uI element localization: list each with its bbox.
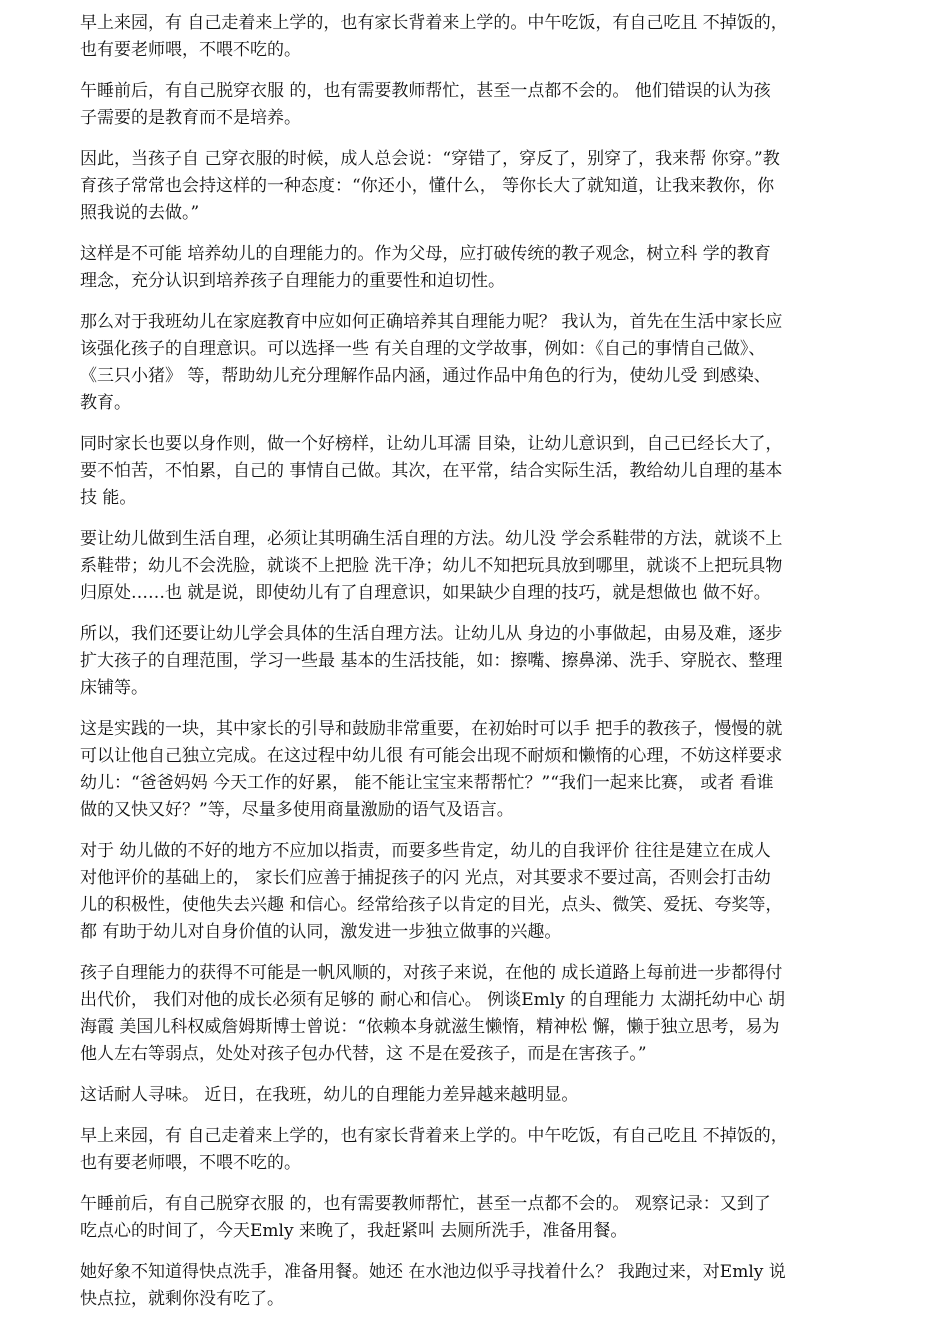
paragraph-15: 她好象不知道得快点洗手，准备用餐。她还 在水池边似乎寻找着什么？ 我跑过来，对Emly 说 快点拉，就剩你没有吃了。	[80, 1262, 786, 1309]
paragraph-9: 这是实践的一块，其中家长的引导和鼓励非常重要，在初始时可以手 把手的教孩子，慢慢的就 可以让他自己独立完成。在这过程中幼儿很 有可能会出现不耐烦和懒惰的心理，不妨这样要求 幼儿：“爸爸妈妈 今天工作的好累， 能不能让宝宝来帮帮忙？”“我们一起来比赛， 或者 看谁 做的又快又好？”等，尽量多使用商量激励的语气及语言。	[80, 719, 783, 820]
paragraph-8: 所以，我们还要让幼儿学会具体的生活自理方法。让幼儿从 身边的小事做起，由易及难，逐步 扩大孩子的自理范围，学习一些最 基本的生活技能，如：擦嘴、擦鼻涕、洗手、穿脱衣、整理 床铺等。	[80, 624, 783, 698]
paragraph-6: 同时家长也要以身作则，做一个好榜样，让幼儿耳濡 目染，让幼儿意识到，自己已经长大了， 要不怕苦，不怕累，自己的 事情自己做。其次，在平常，结合实际生活，教给幼儿自理的基本 技 能。	[80, 434, 783, 508]
paragraph-13: 早上来园，有 自己走着来上学的，也有家长背着来上学的。中午吃饭，有自己吃且 不掉饭的， 也有要老师喂，不喂不吃的。	[80, 1126, 788, 1173]
paragraph-2: 午睡前后，有自己脱穿衣服 的，也有需要教师帮忙，甚至一点都不会的。 他们错误的认为孩 子需要的是教育而不是培养。	[80, 81, 771, 128]
paragraph-12: 这话耐人寻味。 近日，在我班，幼儿的自理能力差异越来越明显。	[80, 1085, 579, 1105]
paragraph-1: 早上来园，有 自己走着来上学的，也有家长背着来上学的。中午吃饭，有自己吃且 不掉饭的， 也有要老师喂，不喂不吃的。	[80, 13, 788, 60]
paragraph-5: 那么对于我班幼儿在家庭教育中应如何正确培养其自理能力呢？ 我认为，首先在生活中家长应 该强化孩子的自理意识。可以选择一些 有关自理的文学故事，例如：《自己的事情自己做》、 《三只小猪》 等，帮助幼儿充分理解作品内涵，通过作品中角色的行为，使幼儿受 到感染、 教育。	[80, 312, 783, 413]
paragraph-4: 这样是不可能 培养幼儿的自理能力的。作为父母，应打破传统的教子观念，树立科 学的教育 理念，充分认识到培养孩子自理能力的重要性和迫切性。	[80, 244, 771, 291]
document-page	[80, 10, 880, 1327]
paragraph-3: 因此，当孩子自 己穿衣服的时候，成人总会说：“穿错了，穿反了，别穿了，我来帮 你穿。”教 育孩子常常也会持这样的一种态度：“你还小，懂什么， 等你长大了就知道，让我来教你，你 照我说的去做。”	[80, 149, 780, 223]
paragraph-7: 要让幼儿做到生活自理，必须让其明确生活自理的方法。幼儿没 学会系鞋带的方法，就谈不上 系鞋带；幼儿不会洗脸，就谈不上把脸 洗干净；幼儿不知把玩具放到哪里，就谈不上把玩具物 归原处……也 就是说，即使幼儿有了自理意识，如果缺少自理的技巧，就是想做也 做不好。	[80, 529, 783, 603]
paragraph-11: 孩子自理能力的获得不可能是一帆风顺的，对孩子来说，在他的 成长道路上每前进一步都得付 出代价， 我们对他的成长必须有足够的 耐心和信心。 例谈Emly 的自理能力 太湖托幼中心 胡 海霞 美国儿科权威詹姆斯博士曾说：“依赖本身就滋生懒惰，精神松 懈，懒于独立思考，易为 他人左右等弱点，处处对孩子包办代替，这 不是在爱孩子，而是在害孩子。”	[80, 963, 785, 1064]
paragraph-14: 午睡前后，有自己脱穿衣服 的，也有需要教师帮忙，甚至一点都不会的。 观察记录：又到了 吃点心的时间了，今天Emly 来晚了，我赶紧叫 去厕所洗手，准备用餐。	[80, 1194, 771, 1241]
paragraph-10: 对于 幼儿做的不好的地方不应加以指责，而要多些肯定，幼儿的自我评价 往往是建立在成人 对他评价的基础上的， 家长们应善于捕捉孩子的闪 光点，对其要求不要过高，否则会打击幼 儿的积极性，使他失去兴趣 和信心。经常给孩子以肯定的目光，点头、微笑、爱抚、夸奖等， 都 有助于幼儿对自身价值的认同，激发进一步独立做事的兴趣。	[80, 841, 783, 942]
